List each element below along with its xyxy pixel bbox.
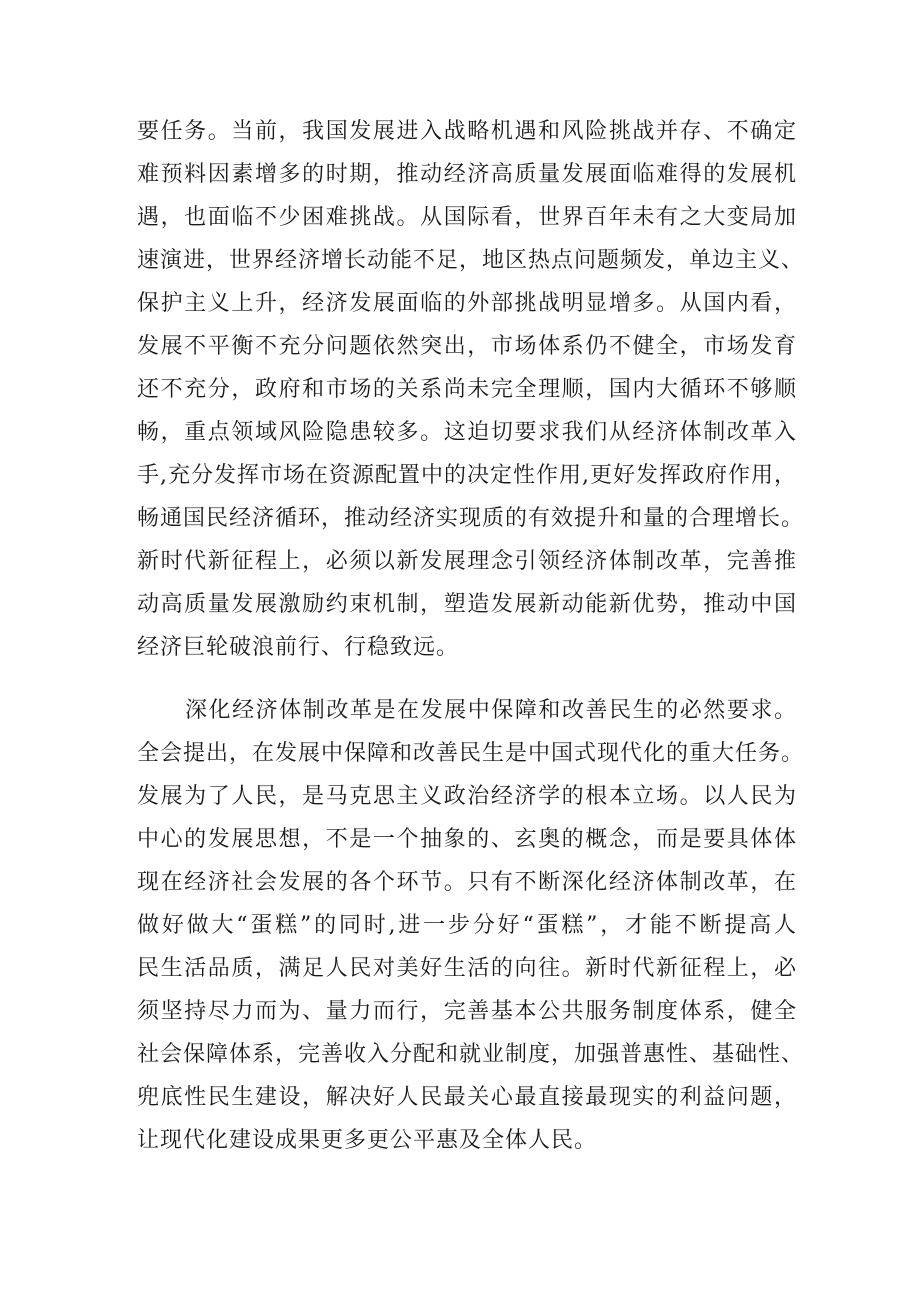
paragraph-line: 社会保障体系，完善收入分配和就业制度，加强普惠性、基础性、 xyxy=(137,1042,805,1067)
paragraph-line: 新时代新征程上，必须以新发展理念引领经济体制改革，完善推 xyxy=(137,549,797,574)
paragraph-2 xyxy=(137,689,805,1162)
paragraph-line: 发展为了人民，是马克思主义政治经济学的根本立场。以人民为 xyxy=(137,784,797,809)
paragraph-line: 现在经济社会发展的各个环节。只有不断深化经济体制改革，在 xyxy=(137,870,797,895)
paragraph-line: 民生活品质，满足人民对美好生活的向往。新时代新征程上，必 xyxy=(137,956,797,981)
paragraph-line: 速演进，世界经济增长动能不足，地区热点问题频发，单边主义、 xyxy=(137,248,805,273)
paragraph-line: 全会提出，在发展中保障和改善民生是中国式现代化的重大任务。 xyxy=(137,741,805,766)
paragraph-line: 深化经济体制改革是在发展中保障和改善民生的必然要求。 xyxy=(185,698,797,723)
paragraph-line: 经济巨轮破浪前行、行稳致远。 xyxy=(137,635,460,660)
paragraph-line: 保护主义上升，经济发展面临的外部挑战明显增多。从国内看， xyxy=(137,291,797,316)
paragraph-line: 发展不平衡不充分问题依然突出，市场体系仍不健全，市场发育 xyxy=(137,334,797,359)
paragraph-line: 遇，也面临不少困难挑战。从国际看，世界百年未有之大变局加 xyxy=(137,205,797,230)
paragraph-line: 难预料因素增多的时期，推动经济高质量发展面临难得的发展机 xyxy=(137,162,797,187)
paragraph-line: 手,充分发挥市场在资源配置中的决定性作用,更好发挥政府作用， xyxy=(137,463,797,488)
paragraph-line: 做好做大“蛋糕”的同时,进一步分好“蛋糕”，才能不断提高人 xyxy=(137,913,797,938)
paragraph-line: 还不充分，政府和市场的关系尚未完全理顺，国内大循环不够顺 xyxy=(137,377,797,402)
paragraph-line: 畅通国民经济循环，推动经济实现质的有效提升和量的合理增长。 xyxy=(137,506,805,531)
paragraph-1 xyxy=(137,110,805,669)
paragraph-line: 中心的发展思想，不是一个抽象的、玄奥的概念，而是要具体体 xyxy=(137,827,797,852)
paragraph-line: 须坚持尽力而为、量力而行，完善基本公共服务制度体系，健全 xyxy=(137,999,797,1024)
paragraph-line: 动高质量发展激励约束机制，塑造发展新动能新优势，推动中国 xyxy=(137,592,797,617)
paragraph-line: 让现代化建设成果更多更公平惠及全体人民。 xyxy=(137,1128,598,1153)
paragraph-line: 兜底性民生建设，解决好人民最关心最直接最现实的利益问题， xyxy=(137,1085,797,1110)
paragraph-line: 要任务。当前，我国发展进入战略机遇和风险挑战并存、不确定 xyxy=(137,119,797,144)
paragraph-line: 畅，重点领域风险隐患较多。这迫切要求我们从经济体制改革入 xyxy=(137,420,797,445)
